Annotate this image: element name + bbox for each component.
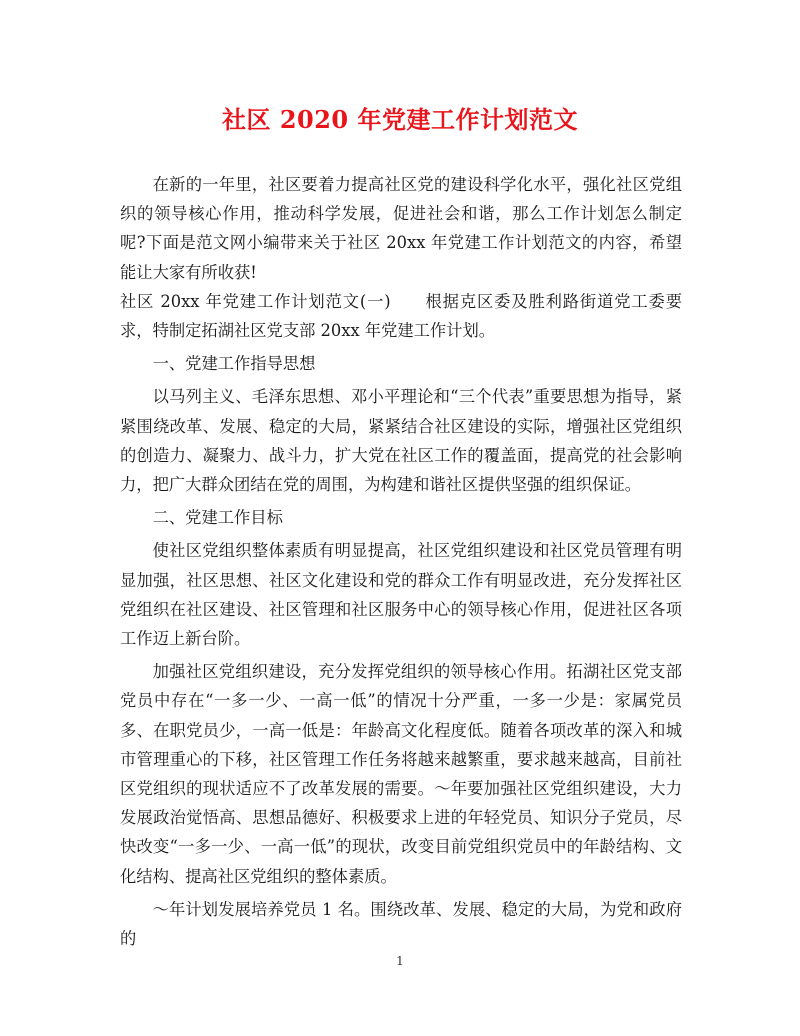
paragraph-organization-building: 加强社区党组织建设，充分发挥党组织的领导核心作用。拓湖社区党支部党员中存在“一多一少、一高一低”的情况十分严重，一多一少是：家属党员多、在职党员少，一高一低是：年龄高文化程度低。随着各项改革的深入和城市管理重心的下移，社区管理工作任务将越来越繁重，要求越来越高，目前社区党组织的现状适应不了改革发展的需要。～年要加强社区党组织建设，大力发展政治觉悟高、思想品德好、积极要求上进的年轻党员、知识分子党员，尽快改变“一多一少、一高一低”的现状，改变目前党组织党员中的年龄结构、文化结构、提高社区党组织的整体素质。 <box>120 662 682 886</box>
heading-work-goals: 二、党建工作目标 <box>152 508 283 528</box>
section-subtitle: 社区 20xx 年党建工作计划范文(一) <box>120 291 391 311</box>
paragraph-guiding-thought: 以马列主义、毛泽东思想、邓小平理论和“三个代表”重要思想为指导，紧紧围绕改革、发展、稳定的大局，紧紧结合社区建设的实际，增强社区党组织的创造力、凝聚力、战斗力，扩大党在社区工作的覆盖面，提高党的社会影响力，把广大群众团结在党的周围，为构建和谐社区提供坚强的组织保证。 <box>120 387 682 495</box>
paragraph-member-development: ～年计划发展培养党员 1 名。围绕改革、发展、稳定的大局，为党和政府的 <box>120 899 682 949</box>
heading-guiding-thought: 一、党建工作指导思想 <box>152 354 316 374</box>
page-number: 1 <box>396 954 404 968</box>
section-intro-line <box>120 287 682 345</box>
paragraph-work-goals: 使社区党组织整体素质有明显提高，社区党组织建设和社区党员管理有明显加强，社区思想、社区文化建设和党的群众工作有明显改进，充分发挥社区党组织在社区建设、社区管理和社区服务中心的领导核心作用，促进社区各项工作迈上新台阶。 <box>120 541 682 649</box>
document-body <box>120 170 682 953</box>
document-title: 社区 2020 年党建工作计划范文 <box>221 105 578 134</box>
intro-paragraph: 在新的一年里，社区要着力提高社区党的建设科学化水平，强化社区党组织的领导核心作用，推动科学发展，促进社会和谐，那么工作计划怎么制定呢?下面是范文网小编带来关于社区 20xx 年党建工作计划范文的内容，希望能让大家有所收获! <box>120 175 682 282</box>
section-intro-text: 根据克区委及胜利路街道党工委要求，特制定拓湖社区党支部 20xx 年党建工作计划。 <box>120 291 682 341</box>
